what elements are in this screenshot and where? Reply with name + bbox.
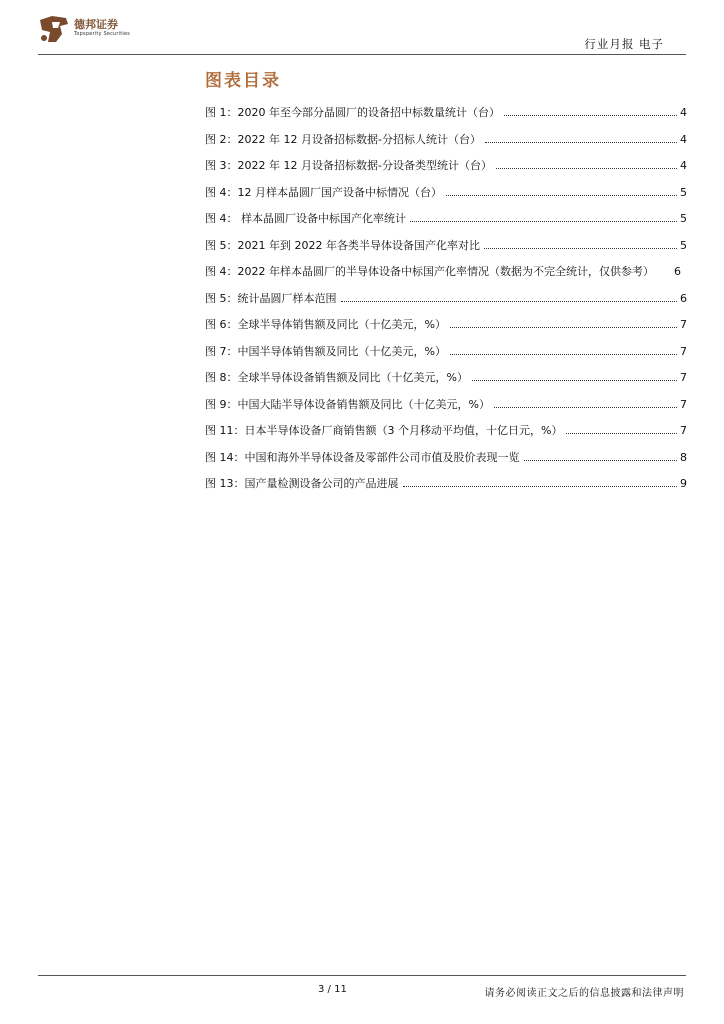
toc-item[interactable] (205, 290, 687, 317)
toc-item-page: 6 (673, 265, 681, 278)
toc-item-label: 图 8：全球半导体设备销售额及同比（十亿美元，%） (205, 371, 468, 384)
toc-item-label: 图 7：中国半导体销售额及同比（十亿美元，%） (205, 344, 446, 358)
toc-dot-leader (484, 248, 677, 249)
toc-dot-leader (341, 301, 678, 302)
toc-item-label: 图 9：中国大陆半导体设备销售额及同比（十亿美元，%） (205, 397, 490, 411)
toc-dot-leader (403, 486, 678, 487)
toc-list (205, 104, 687, 502)
toc-item[interactable] (205, 422, 687, 449)
toc-dot-leader (485, 142, 677, 143)
toc-item[interactable] (205, 396, 687, 423)
toc-item-label: 图 4：12 月样本晶圆厂国产设备中标情况（台） (205, 185, 442, 199)
toc-item-label: 图 3：2022 年 12 月设备招标数据-分设备类型统计（台） (205, 159, 492, 172)
footer-divider (38, 975, 686, 976)
toc-item-page: 5 (680, 212, 687, 225)
toc-item[interactable] (205, 475, 687, 502)
toc-item-page: 4 (680, 106, 687, 119)
toc-item[interactable] (205, 449, 687, 476)
toc-dot-leader (566, 433, 677, 434)
toc-dot-leader (494, 407, 677, 408)
toc-item-page: 4 (680, 132, 687, 146)
disclaimer-note: 请务必阅读正文之后的信息披露和法律声明 (484, 988, 684, 999)
toc-item-page: 7 (680, 424, 687, 437)
logo-text: 德邦证券 (74, 18, 118, 31)
toc-item-label: 图 13：国产量检测设备公司的产品进展 (205, 477, 399, 490)
toc-item-label: 图 2：2022 年 12 月设备招标数据-分招标人统计（台） (205, 132, 481, 146)
toc-item[interactable] (205, 263, 687, 290)
toc-item-label: 图 4：2022 年样本晶圆厂的半导体设备中标国产化率情况（数据为不完全统计，仅供参考） (205, 265, 654, 278)
toc-title: 图表目录 (205, 71, 281, 91)
toc-item[interactable] (205, 210, 687, 237)
toc-item-page: 9 (680, 477, 687, 490)
toc-dot-leader (504, 115, 677, 116)
toc-dot-leader (410, 221, 677, 222)
toc-item[interactable] (205, 369, 687, 396)
toc-item[interactable] (205, 343, 687, 370)
toc-item-label: 图 6：全球半导体销售额及同比（十亿美元，%） (205, 318, 446, 331)
header-divider (38, 54, 686, 55)
toc-dot-leader (450, 327, 677, 328)
toc-item[interactable] (205, 131, 687, 158)
toc-item-page: 5 (680, 238, 687, 252)
toc-dot-leader (472, 380, 677, 381)
toc-item[interactable] (205, 184, 687, 211)
toc-item-page: 5 (680, 185, 687, 199)
toc-item-label: 图 4： 样本晶圆厂设备中标国产化率统计 (205, 212, 406, 225)
company-logo (38, 14, 138, 50)
toc-dot-leader (524, 460, 678, 461)
logo-subtext: Topsperity Securities (74, 31, 131, 37)
toc-item-page: 8 (680, 450, 687, 464)
logo-mark-icon (38, 14, 70, 44)
toc-item-label: 图 14：中国和海外半导体设备及零部件公司市值及股价表现一览 (205, 450, 520, 464)
toc-item-label: 图 5：2021 年到 2022 年各类半导体设备国产化率对比 (205, 238, 480, 252)
toc-item-label: 图 11：日本半导体设备厂商销售额（3 个月移动平均值，十亿日元，%） (205, 424, 563, 437)
toc-item[interactable] (205, 316, 687, 343)
page-number: 3 / 11 (318, 984, 347, 995)
toc-item-page: 7 (680, 371, 687, 384)
toc-item-label: 图 1：2020 年至今部分晶圆厂的设备招中标数量统计（台） (205, 106, 500, 119)
toc-dot-leader (450, 354, 677, 355)
toc-item-page: 7 (680, 344, 687, 358)
toc-item-page: 6 (680, 291, 687, 305)
toc-item[interactable] (205, 237, 687, 264)
toc-item-label: 图 5：统计晶圆厂样本范围 (205, 291, 337, 305)
toc-item-page: 7 (680, 397, 687, 411)
toc-dot-leader (446, 195, 677, 196)
page-header (0, 0, 724, 60)
report-category: 行业月报 电子 (584, 37, 664, 51)
toc-dot-leader (496, 168, 677, 169)
toc-item-page: 7 (680, 318, 687, 331)
toc-item-page: 4 (680, 159, 687, 172)
toc-item[interactable] (205, 157, 687, 184)
toc-item[interactable] (205, 104, 687, 131)
